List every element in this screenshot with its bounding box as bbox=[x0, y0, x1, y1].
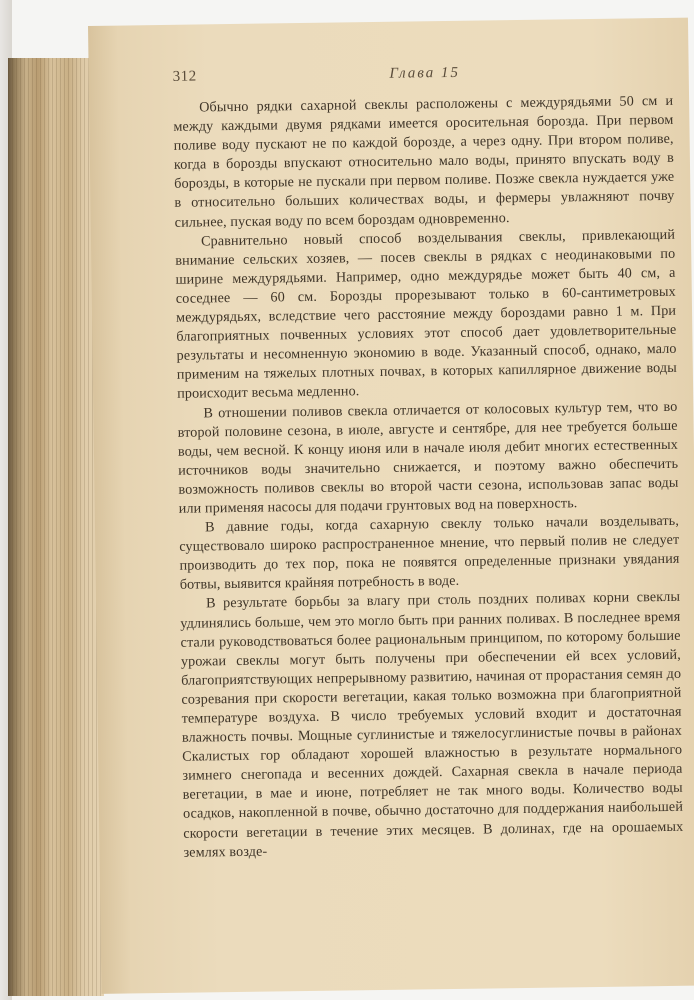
page-number: 312 bbox=[172, 68, 197, 85]
body-text bbox=[173, 92, 684, 863]
paragraph: В результате борьбы за влагу при столь поздних поливах корни свеклы удлинялись больше, чем это могло быть при ранних поливах. В последнее время стали руководствоваться более рациональным принципом, по которому большие урожаи свеклы могут быть получены при обеспечении ей всех условий, благоприятствующих непрерывному развитию, начиная от прорастания семян до созревания при скорости вегетации, какая только возможна при благоприятной температуре воздуха. В число требуемых условий входит и достаточная влажность почвы. Мощные суглинистые и тяжелосуглинистые почвы в районах Скалистых гор обладают хорошей влажностью в результате нормального зимнего снегопада и весенних дождей. Сахарная свекла в начале периода вегетации, в мае и июне, потребляет не так много воды. Количество воды осадков, накопленной в почве, обычно достаточно для поддержания наибольшей скорости вегетации в течение этих месяцев. В долинах, где на орошаемых землях возде- bbox=[180, 589, 684, 861]
page-header bbox=[173, 62, 677, 95]
book-page bbox=[88, 18, 694, 994]
running-head: Глава 15 bbox=[389, 64, 461, 82]
paragraph: В отношении поливов свекла отличается от колосовых культур тем, что во второй половине сезона, в июле, августе и сентябре, для нее требуется больше воды, чем весной. К концу июня или в начале июля дебит многих естественных источников воды значительно снижается, и поэтому важно обеспечить возможность поливов свеклы во второй части сезона, использовав запас воды или применяя насосы для подачи грунтовых вод на поверхность. bbox=[177, 398, 679, 517]
paragraph: В давние годы, когда сахарную свеклу только начали возделывать, существовало широко распространенное мнение, что первый полив не следует производить до тех пор, пока не появятся определенные признаки увядания ботвы, выявится крайняя потребность в воде. bbox=[179, 512, 680, 594]
paragraph: Сравнительно новый способ возделывания свеклы, привлекающий внимание сельских хозяев, — посев свеклы в рядках с неодинаковыми по ширине междурядьями. Например, одно междурядье может быть 40 см, а соседнее — 60 см. Борозды прорезывают только в 60-сантиметровых междурядьях, вследствие чего расстояние между бороздами равно 1 м. При благоприятных почвенных условиях этот способ дает удовлетворительные результаты и несомненную экономию в воде. Указанный способ, однако, мало применим на тяжелых плотных почвах, в которых капиллярное движение воды происходит весьма медленно. bbox=[175, 226, 677, 403]
paragraph: Обычно рядки сахарной свеклы расположены с междурядьями 50 см и между каждыми двумя рядками имеется оросительная борозда. При первом поливе воду пускают не по каждой борозде, а через одну. При втором поливе, когда в борозды впускают относительно мало воды, принято впускать воду в борозды, в которые не пускали при первом поливе. Позже свекла нуждается уже в относительно больших количествах воды, и фермеры увлажняют почву сильнее, пуская воду по всем бороздам одновременно. bbox=[173, 92, 675, 231]
